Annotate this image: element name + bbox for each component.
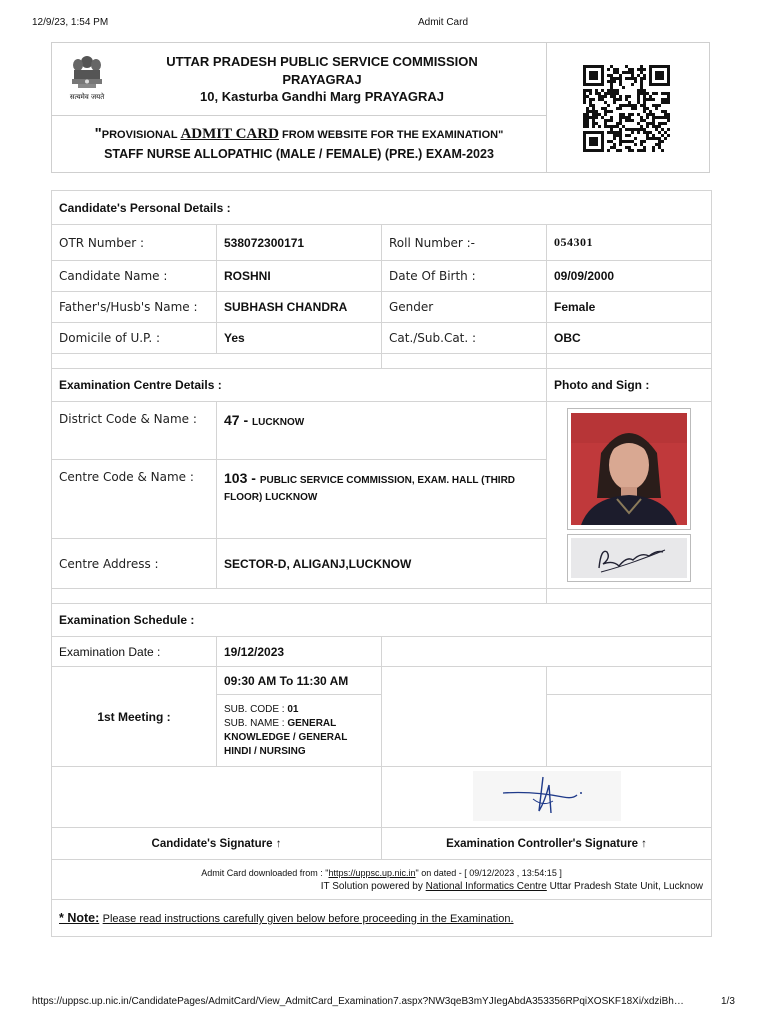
nic-link[interactable]: National Informatics Centre: [425, 880, 547, 892]
otr-label: OTR Number :: [52, 225, 217, 261]
note-label: * Note:: [59, 911, 100, 925]
roll-value: 054301: [547, 225, 712, 261]
father-name-label: Father's/Husb's Name :: [52, 292, 217, 323]
print-page-number: 1/3: [721, 996, 735, 1007]
exam-date-label: Examination Date :: [52, 637, 217, 667]
print-datetime: 12/9/23, 1:54 PM: [32, 17, 109, 28]
controller-signature-image: [382, 767, 712, 828]
candidate-name-label: Candidate Name :: [52, 261, 217, 292]
centre-address-label: Centre Address :: [52, 539, 217, 589]
org-address: 10, Kasturba Gandhi Marg PRAYAGRAJ: [200, 89, 444, 104]
gender-label: Gender: [382, 292, 547, 323]
print-page-title: Admit Card: [418, 17, 469, 28]
father-name-value: SUBHASH CHANDRA: [217, 292, 382, 323]
candidate-photo: [567, 408, 691, 530]
dob-label: Date Of Birth :: [382, 261, 547, 292]
subject-details: SUB. CODE : 01 SUB. NAME : GENERAL KNOWLEDGE / GENERAL HINDI / NURSING: [217, 695, 382, 767]
emblem-motto: सत्यमेव जयते: [69, 93, 105, 101]
admit-card-header: [51, 42, 710, 173]
district-value: 47 - LUCKNOW: [217, 402, 547, 460]
domicile-label: Domicile of U.P. :: [52, 323, 217, 354]
exam-date-value: 19/12/2023: [217, 637, 382, 667]
admit-card-details-table: [51, 190, 712, 937]
domicile-value: Yes: [217, 323, 382, 354]
provisional-admit-card-title: "PROVISIONAL ADMIT CARD FROM WEBSITE FOR THE EXAMINATION": [94, 125, 504, 142]
category-label: Cat./Sub.Cat. :: [382, 323, 547, 354]
category-value: OBC: [547, 323, 712, 354]
schedule-heading: Examination Schedule :: [52, 604, 712, 637]
note-text: Please read instructions carefully given below before proceeding in the Examination.: [102, 913, 514, 925]
personal-details-heading: Candidate's Personal Details :: [52, 191, 712, 225]
qr-code-icon: [580, 63, 674, 153]
centre-details-heading: Examination Centre Details :: [52, 369, 547, 402]
candidate-name-value: ROSHNI: [217, 261, 382, 292]
dob-value: 09/09/2000: [547, 261, 712, 292]
candidate-signature-image: [567, 534, 691, 582]
gender-value: Female: [547, 292, 712, 323]
exam-name: STAFF NURSE ALLOPATHIC (MALE / FEMALE) (PRE.) EXAM-2023: [104, 147, 494, 161]
controller-signature-label: Examination Controller's Signature ↑: [382, 828, 712, 860]
org-title: UTTAR PRADESH PUBLIC SERVICE COMMISSION PRAYAGRAJ: [166, 54, 478, 87]
photo-sign-heading: Photo and Sign :: [547, 369, 712, 402]
roll-label: Roll Number :-: [382, 225, 547, 261]
district-label: District Code & Name :: [52, 402, 217, 460]
print-url: https://uppsc.up.nic.in/CandidatePages/AdmitCard/View_AdmitCard_Examination7.aspx?NW3qeB3mYJIegAbdA353356RPqiXOSKF18Xi/xdziBh…: [32, 996, 684, 1007]
centre-address-value: SECTOR-D, ALIGANJ,LUCKNOW: [217, 539, 547, 589]
otr-value: 538072300171: [217, 225, 382, 261]
centre-code-value: 103 - PUBLIC SERVICE COMMISSION, EXAM. HALL (THIRD FLOOR) LUCKNOW: [217, 460, 547, 539]
photo-sign-cell: [547, 402, 712, 589]
meeting-label: 1st Meeting :: [52, 667, 217, 767]
meeting-time: 09:30 AM To 11:30 AM: [217, 667, 382, 695]
note-row: [52, 900, 712, 937]
download-info: Admit Card downloaded from : "https://uppsc.up.nic.in" on dated - [ 09/12/2023 , 13:54:15 ] IT Solution powered by National Informatics Centre Uttar Pradesh State Unit, Lucknow: [52, 860, 712, 900]
state-emblem-icon: [64, 53, 110, 101]
centre-code-label: Centre Code & Name :: [52, 460, 217, 539]
candidate-signature-label: Candidate's Signature ↑: [52, 828, 382, 860]
uppsc-link[interactable]: https://uppsc.up.nic.in: [328, 867, 416, 878]
